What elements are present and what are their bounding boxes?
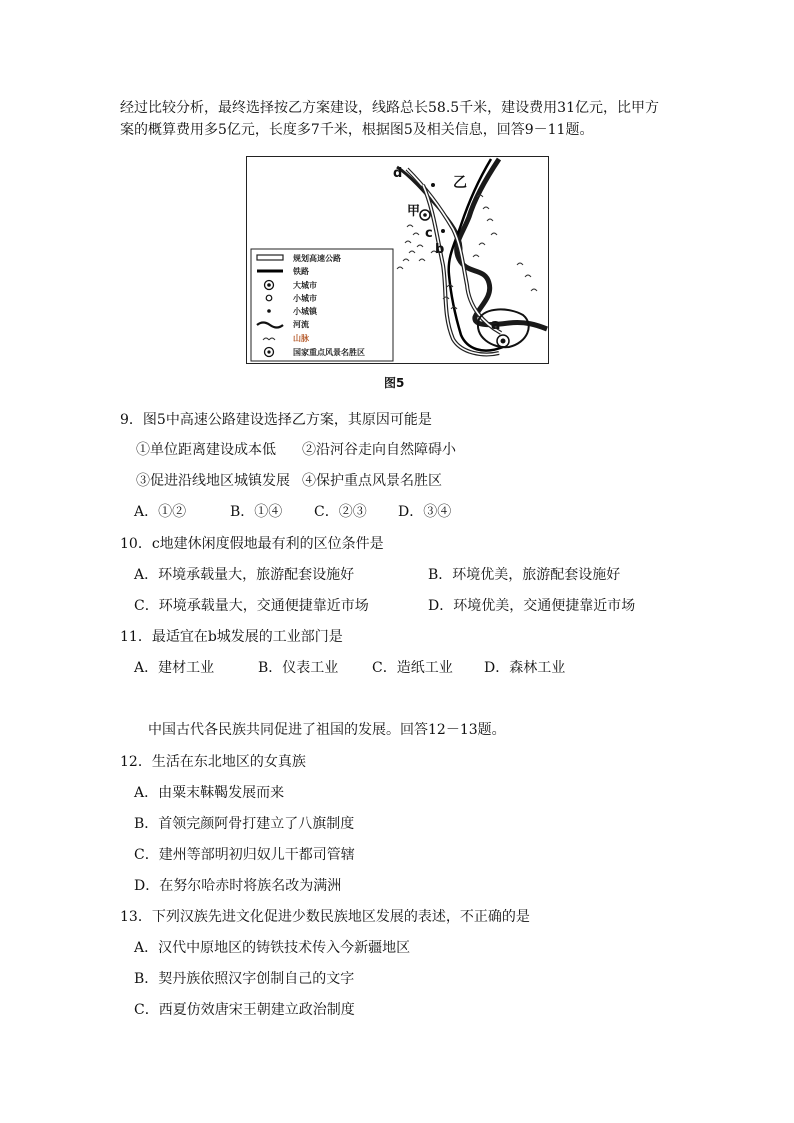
q13-stem: 13．下列汉族先进文化促进少数民族地区发展的表述，不正确的是 bbox=[120, 909, 530, 925]
q12-option-b: B．首领完颜阿骨打建立了八旗制度 bbox=[134, 816, 355, 832]
legend-label-0: 规划高速公路 bbox=[293, 254, 341, 263]
q9-option-b: B．①④ bbox=[230, 504, 283, 520]
q11-option-c: C．造纸工业 bbox=[372, 660, 453, 676]
q12-option-a: A．由粟末靺鞨发展而来 bbox=[134, 785, 285, 801]
q12-option-d: D．在努尔哈赤时将族名改为满洲 bbox=[134, 878, 342, 894]
legend-label-6: 山脉 bbox=[293, 334, 309, 343]
q11-option-b: B．仪表工业 bbox=[258, 660, 339, 676]
q9-option-d: D．③④ bbox=[398, 504, 452, 520]
map-figure bbox=[246, 156, 549, 364]
intro-line-2: 案的概算费用多5亿元，长度多7千米，根据图5及相关信息，回答9－11题。 bbox=[120, 122, 594, 138]
small-town-icon bbox=[441, 229, 445, 233]
q9-statement-1: ①单位距离建设成本低 bbox=[136, 442, 276, 458]
label-b: b bbox=[435, 242, 445, 257]
small-town-icon bbox=[431, 183, 435, 187]
map-legend bbox=[251, 249, 393, 361]
label-a: a bbox=[491, 317, 501, 333]
label-d: d bbox=[393, 166, 403, 181]
small-town-icon bbox=[267, 309, 271, 313]
intro2: 中国古代各民族共同促进了祖国的发展。回答12－13题。 bbox=[148, 722, 506, 738]
q10-option-b: B．环境优美，旅游配套设施好 bbox=[428, 567, 621, 583]
q10-option-a: A．环境承载量大，旅游配套设施好 bbox=[134, 567, 355, 583]
label-jia: 甲 bbox=[407, 204, 421, 219]
q12-stem: 12．生活在东北地区的女真族 bbox=[120, 754, 306, 770]
map-drawing bbox=[247, 157, 549, 364]
legend-label-2: 大城市 bbox=[293, 281, 317, 290]
q9-statement-2: ②沿河谷走向自然障碍小 bbox=[302, 442, 456, 458]
figure-caption: 图5 bbox=[384, 376, 405, 390]
legend-label-7: 国家重点风景名胜区 bbox=[293, 348, 365, 357]
legend-label-5: 河流 bbox=[293, 320, 309, 329]
q9-statement-3: ③促进沿线地区城镇发展 bbox=[136, 473, 290, 489]
expressway-plan-jia bbox=[423, 185, 499, 354]
q9-statement-4: ④保护重点风景名胜区 bbox=[302, 473, 442, 489]
q10-stem: 10．c地建休闲度假地最有利的区位条件是 bbox=[120, 536, 384, 552]
legend-label-1: 铁路 bbox=[293, 267, 309, 276]
label-c: c bbox=[425, 226, 433, 241]
label-yi: 乙 bbox=[453, 175, 467, 191]
q9-stem: 9．图5中高速公路建设选择乙方案，其原因可能是 bbox=[120, 412, 432, 428]
intro-line-1: 经过比较分析，最终选择按乙方案建设，线路总长58.5千米，建设费用31亿元，比甲方 bbox=[120, 100, 659, 116]
q11-stem: 11．最适宜在b城发展的工业部门是 bbox=[120, 629, 343, 645]
q13-option-b: B．契丹族依照汉字创制自己的文字 bbox=[134, 971, 355, 987]
q9-option-a: A．①② bbox=[134, 504, 187, 520]
q11-option-d: D．森林工业 bbox=[484, 660, 566, 676]
q12-option-c: C．建州等部明初归奴儿干都司管辖 bbox=[134, 847, 355, 863]
q10-option-c: C．环境承载量大，交通便捷靠近市场 bbox=[134, 598, 369, 614]
legend-label-3: 小城市 bbox=[293, 294, 317, 303]
legend-label-4: 小城镇 bbox=[293, 307, 317, 316]
q11-option-a: A．建材工业 bbox=[134, 660, 215, 676]
q9-option-c: C．②③ bbox=[314, 504, 367, 520]
q10-option-d: D．环境优美，交通便捷靠近市场 bbox=[428, 598, 636, 614]
q13-option-a: A．汉代中原地区的铸铁技术传入今新疆地区 bbox=[134, 940, 411, 956]
q13-option-c: C．西夏仿效唐宋王朝建立政治制度 bbox=[134, 1002, 355, 1018]
